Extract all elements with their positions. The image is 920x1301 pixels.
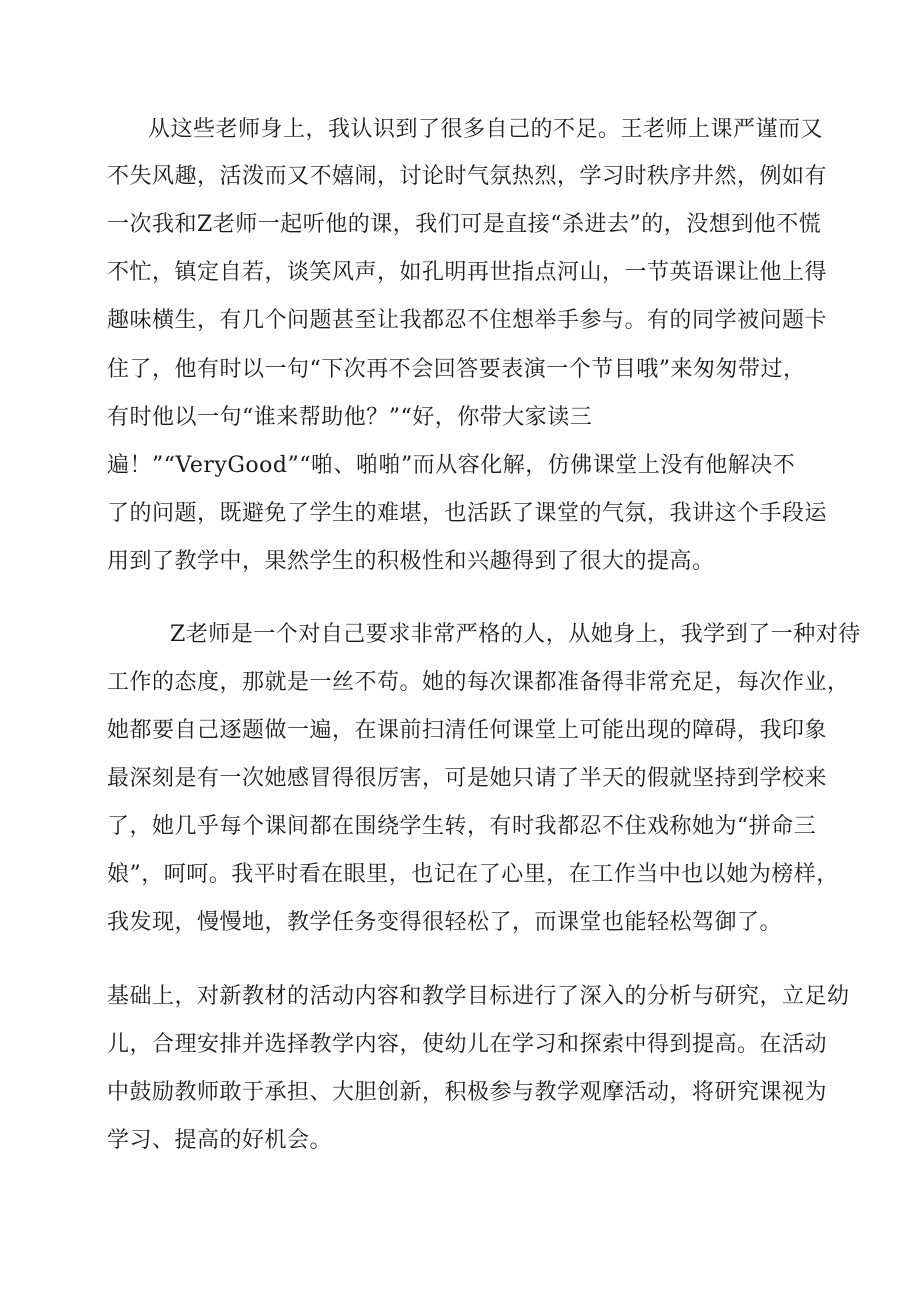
- text-line: 最深刻是有一次她感冒得很厉害，可是她只请了半天的假就坚持到学校来: [107, 766, 828, 791]
- text-line: 有时他以一句“谁来帮助他？”“好，你带大家读三: [107, 405, 593, 430]
- text-line: 工作的态度，那就是一丝不苟。她的每次课都准备得非常充足，每次作业，: [107, 670, 850, 695]
- text-line: 了的问题，既避免了学生的难堪，也活跃了课堂的气氛，我讲这个手段运: [107, 501, 828, 526]
- text-line: 不失风趣，活泼而又不嬉闹，讨论时气氛热烈，学习时秩序井然，例如有: [107, 164, 828, 189]
- text-line: 遍！”“VeryGood”“啪、啪啪”而从容化解，仿佛课堂上没有他解决不: [107, 453, 796, 478]
- text-line: 儿，合理安排并选择教学内容，使幼儿在学习和探索中得到提高。在活动: [107, 1032, 828, 1057]
- text-line: 我发现，慢慢地，教学任务变得很轻松了，而课堂也能轻松驾御了。: [107, 910, 783, 935]
- text-line: 从这些老师身上，我认识到了很多自己的不足。王老师上课严谨而又: [148, 117, 824, 142]
- text-line: 用到了教学中，果然学生的积极性和兴趣得到了很大的提高。: [107, 549, 715, 574]
- text-line: 趣味横生，有几个问题甚至让我都忍不住想举手参与。有的同学被问题卡: [107, 308, 828, 333]
- text-line: 她都要自己逐题做一遍，在课前扫清任何课堂上可能出现的障碍，我印象: [107, 718, 828, 743]
- text-line: 不忙，镇定自若，谈笑风声，如孔明再世指点河山，一节英语课让他上得: [107, 260, 828, 285]
- text-line: 住了，他有时以一句“下次再不会回答要表演一个节目哦”来匆匆带过，: [107, 357, 806, 382]
- text-line: 基础上，对新教材的活动内容和教学目标进行了深入的分析与研究，立足幼: [107, 984, 850, 1009]
- text-line: 娘”，呵呵。我平时看在眼里，也记在了心里，在工作当中也以她为榜样，: [107, 862, 839, 887]
- text-line: 学习、提高的好机会。: [107, 1128, 333, 1153]
- text-line: 了，她几乎每个课间都在围绕学生转，有时我都忍不住戏称她为“拼命三: [107, 814, 817, 839]
- text-line: 中鼓励教师敢于承担、大胆创新，积极参与教学观摩活动，将研究课视为: [107, 1080, 828, 1105]
- text-line: 一次我和Z老师一起听他的课，我们可是直接“杀进去”的，没想到他不慌: [107, 212, 822, 237]
- text-line: Z老师是一个对自己要求非常严格的人，从她身上，我学到了一种对待: [170, 622, 861, 647]
